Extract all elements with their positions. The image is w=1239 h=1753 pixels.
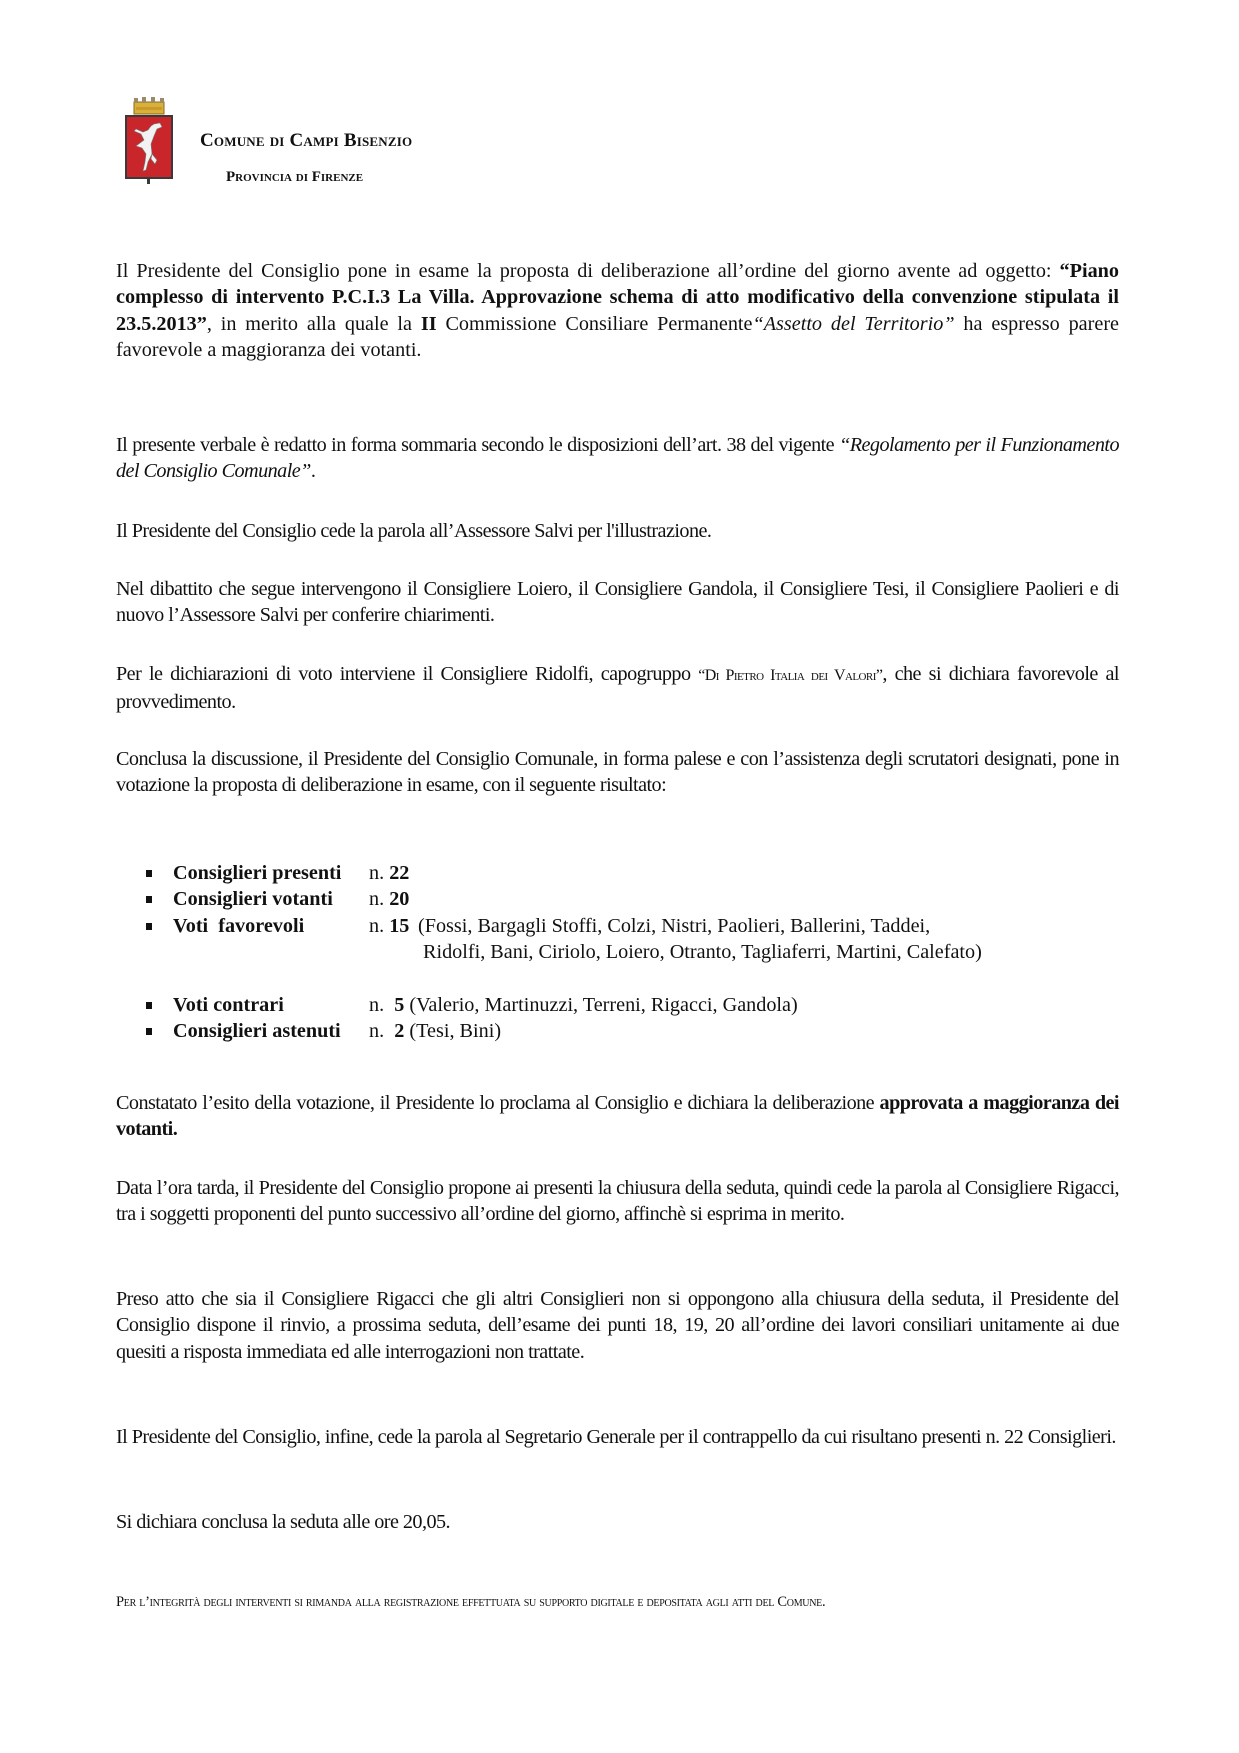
vote-results-list (116, 860, 1119, 1045)
vote-label: Consiglieri votanti (173, 888, 333, 911)
regulation-title: “Regolamento per il Funzionamento del Consiglio Comunale” (116, 434, 1119, 483)
text: , in merito alla quale la (206, 312, 421, 335)
paragraph-adjournment: Preso atto che sia il Consigliere Rigacci che gli altri Consiglieri non si oppongono alla chiusura della seduta, il Presidente del Consiglio dispone il rinvio, a prossima seduta, dell’esame dei punti 18, 19, 20 all’ordine dei lavori consiliari unitamente ai due quesiti a risposta immediata ed alle interrogazioni non trattate. (116, 1288, 1119, 1363)
vote-row-abstained (116, 1018, 1119, 1044)
vote-count (369, 992, 798, 1018)
count-value: 5 (394, 993, 405, 1016)
paragraph-voting-intro: Conclusa la discussione, il Presidente del Consiglio Comunale, in forma palese e con l’assistenza degli scrutatori designati, pone in votazione la proposta di deliberazione in esame, con il seguente risultato: (116, 748, 1119, 797)
voter-names: (Fossi, Bargagli Stoffi, Colzi, Nistri, Paolieri, Ballerini, Taddei, (418, 914, 931, 937)
text: , che si dichiara favorevole al provvedimento. (116, 663, 1119, 714)
footer-recording-note (116, 1591, 1119, 1613)
count-prefix: n. (369, 993, 395, 1016)
voter-names: (Tesi, Bini) (409, 1020, 502, 1043)
vote-count (369, 886, 409, 912)
paragraph-late-hour: Data l’ora tarda, il Presidente del Consiglio propone ai presenti la chiusura della seduta, quindi cede la parola al Consigliere Rigacci, tra i soggetti proponenti del punto successivo all’ordine del giorno, affinchè si esprima in merito. (116, 1177, 1119, 1226)
count-prefix: n. (369, 914, 390, 937)
text: Constatato l’esito della votazione, il Presidente lo proclama al Consiglio e dichiara la deliberazione (116, 1092, 880, 1114)
vote-count (369, 860, 409, 886)
count-value: 22 (389, 862, 410, 884)
paragraph-debate: Nel dibattito che segue intervengono il Consigliere Loiero, il Consigliere Gandola, il Consigliere Tesi, il Consigliere Paolieri e di nuovo l’Assessore Salvi per conferire chiarimenti. (116, 578, 1119, 627)
text: C (777, 1593, 787, 1610)
paragraph-closing: Si dichiara conclusa la seduta alle ore 20,05. (116, 1511, 451, 1533)
count-prefix: n. (369, 1020, 395, 1043)
text: omune. (786, 1593, 826, 1610)
paragraph-illustration: Il Presidente del Consiglio cede la parola all’Assessore Salvi per l'illustrazione. (116, 520, 712, 542)
text: Il Presidente del Consiglio pone in esame la proposta di deliberazione all’ordine del giorno avente ad oggetto: (116, 260, 1060, 282)
letterhead (124, 96, 624, 186)
count-prefix: n. (369, 862, 390, 884)
text: P (116, 1593, 124, 1610)
commission-name: “Assetto del Territorio” (752, 312, 955, 335)
count-prefix: n. (369, 888, 390, 911)
vote-row-voting (116, 886, 1119, 912)
municipal-crest-icon (124, 96, 174, 184)
vote-label: Consiglieri astenuti (173, 1020, 341, 1043)
agenda-item-title: “Piano complesso di intervento P.C.I.3 La Villa. Approvazione schema di atto modificativo della convenzione stipulata il 23.5.2013” (116, 260, 1119, 335)
vote-row-against (116, 992, 1119, 1018)
vote-label: Voti contrari (173, 993, 284, 1016)
municipality-name: Comune di Campi Bisenzio (200, 130, 413, 151)
text: . (310, 460, 316, 483)
vote-count (369, 1018, 501, 1044)
vote-count (369, 913, 409, 939)
paragraph-roll-call: Il Presidente del Consiglio, infine, cede la parola al Segretario Generale per il contrappello da cui risultano presenti n. 22 Consiglieri. (116, 1426, 1116, 1448)
vote-row-present (116, 860, 1119, 886)
bullet-icon (146, 870, 152, 877)
vote-row-in-favour (116, 913, 1119, 992)
count-value: 2 (394, 1020, 405, 1043)
bullet-icon (146, 923, 152, 930)
bullet-icon (146, 1002, 152, 1009)
vote-label: Consiglieri presenti (173, 862, 342, 884)
commission-number: II (420, 312, 437, 335)
vote-label: Voti favorevoli (173, 914, 305, 937)
province-name: Provincia di Firenze (226, 169, 364, 185)
text: ha espresso parere favorevole a maggioranza dei votanti. (116, 312, 1120, 362)
bullet-icon (146, 1028, 152, 1035)
voter-names-continued: Ridolfi, Bani, Ciriolo, Loiero, Otranto, Tagliaferri, Martini, Calefato) (423, 941, 982, 964)
text: Per le dichiarazioni di voto interviene il Consigliere Ridolfi, capogruppo (116, 663, 699, 685)
text: Commissione Consiliare Permanente (436, 312, 753, 335)
paragraph-minutes-note (116, 432, 1119, 485)
text: er l’integrità degli interventi si rimanda alla registrazione effettuata su supporto digitale e depositata agli atti del (123, 1593, 778, 1610)
paragraph-vote-declarations (116, 661, 1119, 716)
text: Il presente verbale è redatto in forma sommaria secondo le disposizioni dell’art. 38 del vigente (116, 434, 840, 456)
paragraph-outcome (116, 1090, 1119, 1143)
bullet-icon (146, 896, 152, 903)
party-group-name: “Di Pietro Italia dei Valori” (698, 667, 883, 684)
outcome-statement: approvata a maggioranza dei votanti. (116, 1092, 1119, 1141)
count-value: 20 (389, 888, 410, 911)
paragraph-agenda-item (116, 258, 1119, 364)
voter-names: (Valerio, Martinuzzi, Terreni, Rigacci, Gandola) (409, 993, 798, 1016)
count-value: 15 (389, 914, 410, 937)
